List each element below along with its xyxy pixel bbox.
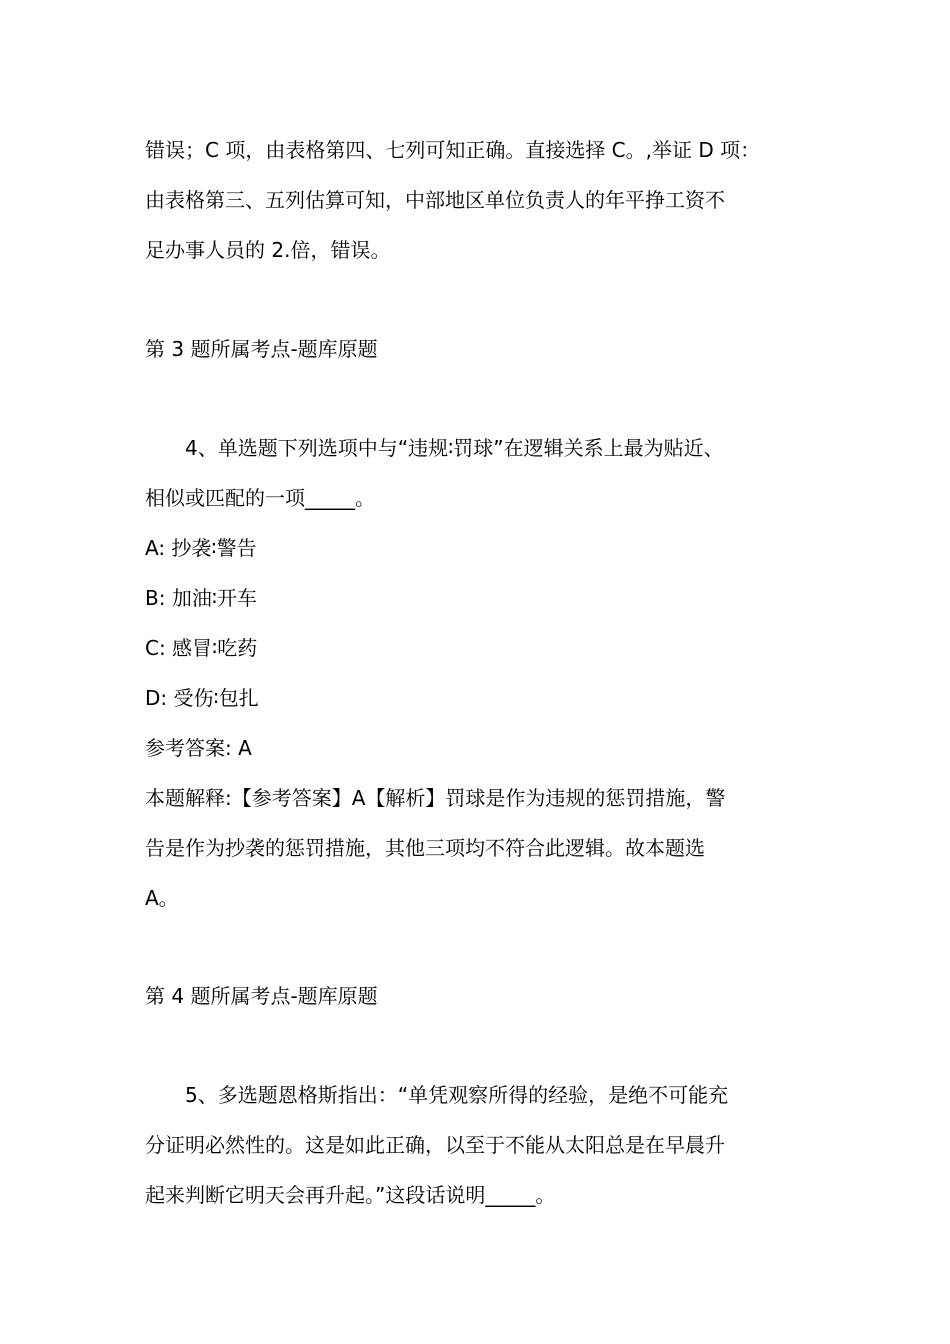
q4-explanation-line-2: 告是作为抄袭的惩罚措施，其他三项均不符合此逻辑。故本题选 [145, 836, 705, 860]
q3-explanation-line-1: 错误；C 项，由表格第四、七列可知正确。直接选择 C。,举证 D 项： [145, 138, 761, 162]
q4-option-d: D: 受伤∶包扎 [145, 686, 259, 710]
q4-explanation-line-3: A。 [145, 886, 179, 910]
q5-stem-line-1: 5、多选题恩格斯指出：“单凭观察所得的经验，是绝不可能充 [185, 1083, 729, 1107]
q3-explanation-line-2: 由表格第三、五列估算可知，中部地区单位负责人的年平挣工资不 [145, 188, 725, 212]
q4-explanation-line-1: 本题解释:【参考答案】A【解析】罚球是作为违规的惩罚措施，警 [145, 786, 726, 810]
q3-source-label: 第 3 题所属考点-题库原题 [145, 337, 378, 361]
q4-source-label: 第 4 题所属考点-题库原题 [145, 984, 378, 1008]
q4-option-c: C: 感冒∶吃药 [145, 636, 258, 660]
q4-stem-line-1: 4、单选题下列选项中与“违规∶罚球”在逻辑关系上最为贴近、 [185, 436, 724, 460]
q4-option-a: A: 抄袭∶警告 [145, 536, 257, 560]
q4-stem-line-2: 相似或匹配的一项_____。 [145, 486, 375, 510]
q4-answer: 参考答案: A [145, 736, 252, 760]
q4-option-b: B: 加油∶开车 [145, 586, 258, 610]
q3-explanation-line-3: 足办事人员的 2.倍，错误。 [145, 238, 391, 262]
q5-stem-line-2: 分证明必然性的。这是如此正确，以至于不能从太阳总是在早晨升 [145, 1133, 725, 1157]
q5-stem-line-3: 起来判断它明天会再升起。”这段话说明_____。 [145, 1183, 556, 1207]
